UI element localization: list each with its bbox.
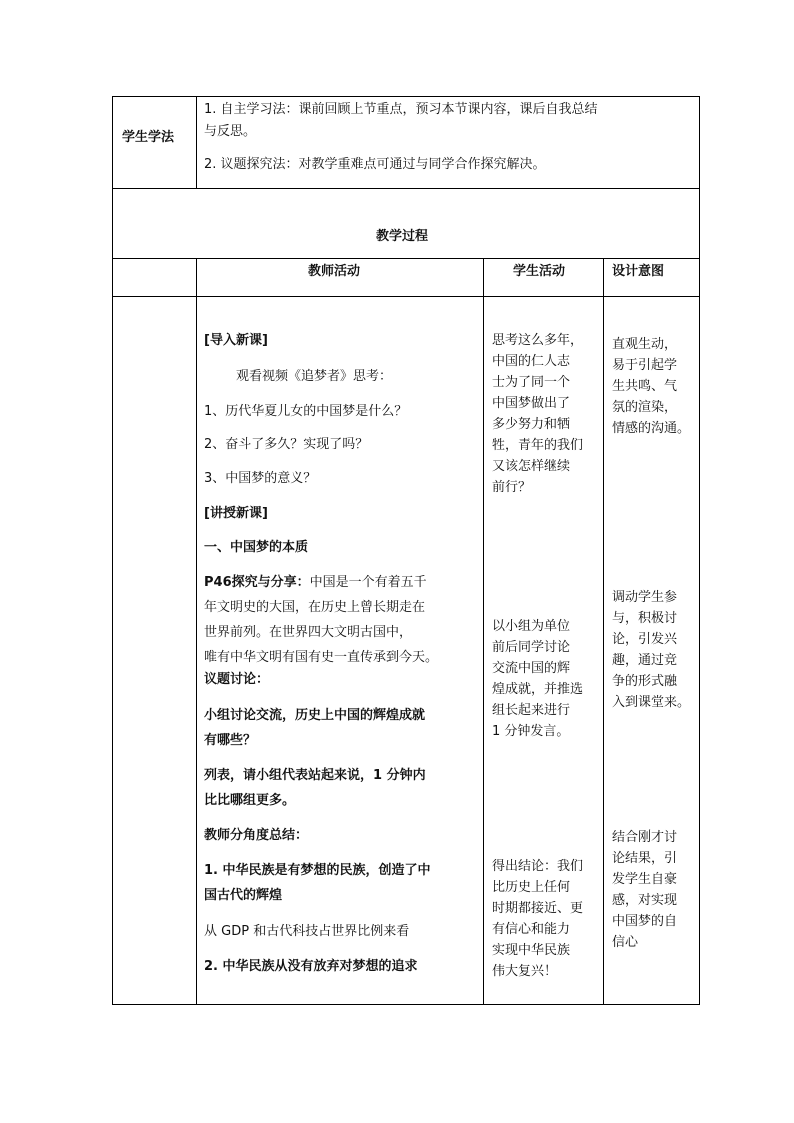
table-border-left [112,96,113,1004]
teacher-summary: 教师分角度总结： [204,828,309,843]
question-3: 3、中国梦的意义？ [204,471,317,486]
explore-line-3: 世界前列。在世界四大文明古国中， [204,625,413,640]
student-activity-line: 1 分钟发言。 [492,724,570,739]
table-col-divider [196,258,197,1004]
student-activity-line: 时期都接近、更 [492,901,584,916]
design-intent-line: 调动学生参 [612,590,678,605]
table-border-bottom [112,1004,700,1005]
design-intent-line: 论结果，引 [612,851,678,866]
student-activity-line: 牲，青年的我们 [492,438,584,453]
student-activity-line: 前后同学讨论 [492,640,571,655]
design-intent-line: 氛的渲染， [612,400,678,415]
explore-line-4: 唯有中华文明有国有史一直传承到今天。 [204,650,439,665]
list-task-line-2: 比比哪组更多。 [204,793,296,808]
explore-label: P46探究与分享： [204,575,310,590]
intro-tag: [导入新课] [204,333,268,348]
table-row-divider [112,258,700,259]
design-intent-line: 情感的沟通。 [612,421,691,436]
method-1-line-b: 与反思。 [204,124,257,139]
student-activity-line: 交流中国的辉 [492,661,571,676]
process-title: 教学过程 [376,229,429,244]
topic-discussion: 议题讨论： [204,672,270,687]
point-1-line-1: 1. 中华民族是有梦想的民族，创造了中 [204,863,431,878]
methods-label: 学生学法 [122,130,175,145]
explore-line-2: 年文明史的大国，在历史上曾长期走在 [204,600,426,615]
design-intent-line: 结合刚才讨 [612,830,678,845]
student-activity-line: 伟大复兴！ [492,964,558,979]
video-prompt: 观看视频《追梦者》思考： [236,369,393,384]
lecture-tag: [讲授新课] [204,506,268,521]
student-activity-line: 思考这么多年， [492,333,584,348]
group-task-line-2: 有哪些？ [204,733,257,748]
header-design-intent: 设计意图 [612,264,665,279]
method-2: 2. 议题探究法：对教学重难点可通过与同学合作探究解决。 [204,157,546,172]
question-1: 1、历代华夏儿女的中国梦是什么？ [204,404,408,419]
explore-text: 中国是一个有着五千 [309,575,427,590]
design-intent-line: 感，对实现 [612,893,678,908]
design-intent-line: 争的形式融 [612,674,678,689]
student-activity-line: 以小组为单位 [492,619,571,634]
point-1-line-2: 国古代的辉煌 [204,888,283,903]
design-intent-line: 直观生动， [612,337,678,352]
explore-line-1 [204,573,427,592]
student-activity-line: 实现中华民族 [492,943,571,958]
student-activity-line: 中国的仁人志 [492,354,571,369]
design-intent-line: 论，引发兴 [612,632,678,647]
table-col-divider [196,96,197,188]
list-task-line-1: 列表，请小组代表站起来说，1 分钟内 [204,768,426,783]
gdp-note: 从 GDP 和古代科技占世界比例来看 [204,924,410,939]
design-intent-line: 生共鸣、气 [612,379,678,394]
student-activity-line: 得出结论：我们 [492,859,584,874]
student-activity-line: 前行？ [492,480,532,495]
design-intent-line: 入到课堂来。 [612,695,691,710]
table-col-divider [603,258,604,1004]
header-student-activity: 学生活动 [513,264,566,279]
student-activity-line: 又该怎样继续 [492,459,571,474]
student-activity-line: 多少努力和牺 [492,417,571,432]
section-1-heading: 一、中国梦的本质 [204,540,309,555]
design-intent-line: 与，积极讨 [612,611,678,626]
student-activity-line: 中国梦做出了 [492,396,571,411]
question-2: 2、奋斗了多久？实现了吗？ [204,437,369,452]
design-intent-line: 中国梦的自 [612,914,678,929]
student-activity-line: 比历史上任何 [492,880,571,895]
design-intent-line: 信心 [612,935,639,950]
student-activity-line: 士为了同一个 [492,375,571,390]
table-row-divider [112,188,700,189]
header-teacher-activity: 教师活动 [308,264,361,279]
design-intent-line: 易于引起学 [612,358,678,373]
group-task-line-1: 小组讨论交流，历史上中国的辉煌成就 [204,708,426,723]
student-activity-line: 煌成就，并推选 [492,682,584,697]
point-2: 2. 中华民族从没有放弃对梦想的追求 [204,959,418,974]
table-col-divider [483,258,484,1004]
table-row-divider [112,296,700,297]
table-border-right [699,96,700,1004]
student-activity-line: 组长起来进行 [492,703,571,718]
table-border-top [112,96,700,97]
method-1-line-a: 1. 自主学习法：课前回顾上节重点，预习本节课内容，课后自我总结 [204,102,598,117]
design-intent-line: 趣，通过竞 [612,653,678,668]
student-activity-line: 有信心和能力 [492,922,571,937]
design-intent-line: 发学生自豪 [612,872,678,887]
